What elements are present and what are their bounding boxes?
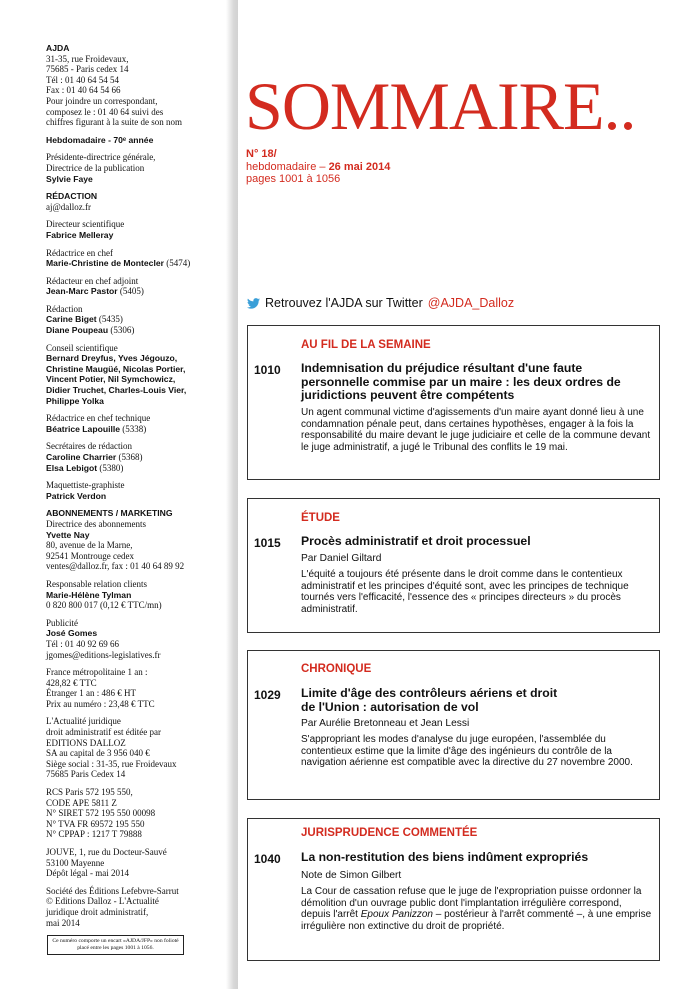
insert-note: Ce numéro comporte un encart «AJDA/JFP» non folioté placé entre les pages 1001 à 1056.	[47, 935, 184, 955]
president-block	[46, 152, 226, 184]
person-name: Béatrice Lapouille	[46, 423, 121, 434]
article-byline: Par Daniel Giltard	[301, 553, 382, 564]
price-line: Étranger 1 an : 486 € HT	[46, 688, 136, 699]
page-number: 1015	[254, 536, 281, 550]
copyright-line: juridique droit administratif,	[46, 906, 149, 917]
masthead-address-block	[46, 43, 226, 128]
toc-entry	[247, 325, 660, 480]
person-name: Marie-Hélène Tylman	[46, 589, 132, 600]
person-name: Caroline Charrier	[46, 452, 117, 462]
twitter-text: Retrouvez l'AJDA sur Twitter	[265, 296, 423, 310]
twitter-handle-link[interactable]: @AJDA_Dalloz	[427, 296, 515, 310]
person-name: Carine Biget	[46, 314, 97, 325]
summary-text: – postérieur à l'arrêt commenté –, à une emprise irrégulière non extinctive du droit de propriété.	[301, 909, 652, 932]
role-label: Rédaction	[46, 303, 83, 314]
extension: (5405)	[117, 286, 144, 297]
article-summary: S'appropriant les modes d'analyse du juge européen, l'assemblée du contentieux estime que la limite d'âge des ingénieurs du contrôle de la navigation aérienne est compatible avec la directive du 27 novembre 2000.	[301, 734, 633, 769]
printer-block	[46, 847, 226, 879]
address-line: 80, avenue de la Marne,	[46, 540, 133, 551]
address-line: composez le : 01 40 64 suivi des	[46, 106, 164, 117]
issue-info	[246, 148, 390, 186]
page-title: SOMMAIRE..	[245, 68, 636, 144]
role-label: Présidente-directrice générale,	[46, 152, 156, 163]
person-name: Patrick Verdon	[46, 490, 107, 501]
prices-block	[46, 667, 226, 709]
person-name: Jean-Marc Pastor	[46, 286, 118, 297]
person-name: Elsa Lebigot	[46, 462, 98, 473]
phone-line: 0 820 800 017 (0,12 € TTC/mn)	[46, 600, 162, 611]
printer-line: Dépôt légal - mai 2014	[46, 868, 129, 879]
extension: (5435)	[96, 314, 123, 325]
section-category: AU FIL DE LA SEMAINE	[301, 339, 431, 351]
registry-line: N° SIRET 572 195 550 00098	[46, 808, 156, 819]
section-heading: RÉDACTION	[46, 191, 98, 202]
extension: (5306)	[108, 325, 135, 336]
fax-line: Fax : 01 40 64 54 66	[46, 85, 121, 96]
twitter-bird-icon	[247, 298, 260, 309]
article-summary: Un agent communal victime d'agissements d'un maire ayant donné lieu à une condamnation pénale peut, dans certaines hypothèses, engager à la fois la responsabilité du maire devant le juge judiciaire et celle de la commune devant le juge administratif, a jugé le Tribunal des conflits le 19 mai.	[301, 407, 651, 453]
price-line: Prix au numéro : 23,48 € TTC	[46, 698, 155, 709]
toc-entry	[247, 498, 660, 633]
article-byline: Par Aurélie Bretonneau et Jean Lessi	[301, 718, 470, 729]
extension: (5380)	[97, 462, 124, 473]
staff-block	[46, 618, 226, 660]
phone-line: Tél : 01 40 92 69 66	[46, 638, 119, 649]
publisher-line: L'Actualité juridique	[46, 716, 121, 727]
section-heading: ABONNEMENTS / MARKETING	[46, 508, 173, 519]
issue-pages: pages 1001 à 1056	[246, 173, 341, 185]
registry-line: N° TVA FR 69572 195 550	[46, 818, 145, 829]
article-title-link[interactable]: Limite d'âge des contrôleurs aériens et droit de l'Union : autorisation de vol	[301, 686, 558, 714]
copyright-line: mai 2014	[46, 917, 80, 928]
subscriptions-block	[46, 508, 226, 572]
role-label: Directeur scientifique	[46, 219, 125, 230]
address-line: 75685 - Paris cedex 14	[46, 64, 129, 75]
publisher-block	[46, 716, 226, 780]
role-label: Maquettiste-graphiste	[46, 480, 125, 491]
email: aj@dalloz.fr	[46, 201, 92, 212]
copyright-line: Société des Éditions Lefebvre-Sarrut	[46, 885, 179, 896]
page-number: 1040	[254, 852, 281, 866]
page-number: 1010	[254, 363, 281, 377]
registry-line: RCS Paris 572 195 550,	[46, 787, 133, 798]
extension: (5338)	[120, 423, 147, 434]
publisher-line: Siège social : 31-35, rue Froidevaux	[46, 758, 177, 769]
redaction-block	[46, 191, 226, 212]
person-name: Philippe Yolka	[46, 395, 104, 406]
staff-block	[46, 304, 226, 336]
copyright-line: © Editions Dalloz - L'Actualité	[46, 896, 159, 907]
address-line: Pour joindre un correspondant,	[46, 95, 158, 106]
address-line: 92541 Montrouge cedex	[46, 550, 134, 561]
section-category: CHRONIQUE	[301, 663, 372, 675]
address-line: 31-35, rue Froidevaux,	[46, 53, 129, 64]
printer-line: JOUVE, 1, rue du Docteur-Sauvé	[46, 847, 167, 857]
role-label: Responsable relation clients	[46, 578, 147, 589]
article-summary: L'équité a toujours été présente dans le droit comme dans le contentieux administratif et les principes d'équité sont, avec les principes de technique tournés vers l'efficacité, l'essence des « principes directeurs » du procès administratif.	[301, 569, 629, 615]
toc-entry	[247, 650, 660, 800]
article-title-link[interactable]: Procès administratif et droit processuel	[301, 534, 531, 548]
email: jgomes@editions-legislatives.fr	[46, 649, 161, 660]
person-name: Sylvie Faye	[46, 173, 93, 184]
printer-line: 53100 Mayenne	[46, 857, 105, 868]
article-title-link[interactable]: La non-restitution des biens indûment expropriés	[301, 850, 589, 864]
staff-block	[46, 248, 226, 269]
registry-block	[46, 787, 226, 840]
role-label: Rédacteur en chef adjoint	[46, 275, 139, 286]
masthead-column	[0, 0, 232, 989]
staff-block	[46, 276, 226, 297]
publisher-line: EDITIONS DALLOZ	[46, 737, 126, 748]
masthead	[46, 43, 226, 935]
case-name: Epoux Panizzon	[360, 909, 433, 921]
toc-entry	[247, 818, 660, 961]
copyright-block	[46, 886, 226, 928]
issue-date-prefix: hebdomadaire –	[246, 160, 329, 173]
phone-line: Tél : 01 40 64 54 54	[46, 74, 119, 85]
frequency: Hebdomadaire - 70ᵉ année	[46, 134, 154, 145]
registry-line: CODE APE 5811 Z	[46, 797, 117, 808]
publisher-line: 75685 Paris Cedex 14	[46, 769, 126, 780]
staff-block	[46, 219, 226, 240]
registry-line: N° CPPAP : 1217 T 79888	[46, 829, 142, 840]
twitter-promo	[247, 296, 514, 310]
person-name: José Gomes	[46, 628, 98, 639]
article-title-link[interactable]: Indemnisation du préjudice résultant d'une faute personnelle commise par un maire : les deux ordres de juridictions peuvent être compétents	[301, 361, 621, 403]
summary-text: La Cour de cassation refuse que le juge de l'expropriation puisse ordonner la démolition d'un ouvrage public dont l'implantation irrégulière correspond, depuis l'arrêt	[301, 886, 642, 921]
role-label: Rédactrice en chef	[46, 247, 113, 258]
person-name: Bernard Dreyfus, Yves Jégouzo,	[46, 353, 178, 364]
contact-line: ventes@dalloz.fr, fax : 01 40 64 89 92	[46, 561, 185, 572]
role-label: Directrice des abonnements	[46, 518, 146, 529]
person-name: Christine Maugüé, Nicolas Portier,	[46, 363, 186, 374]
role-label: Rédactrice en chef technique	[46, 413, 151, 424]
person-name: Vincent Potier, Nil Symchowicz,	[46, 374, 176, 385]
masthead-name: AJDA	[46, 43, 70, 53]
staff-block	[46, 441, 226, 473]
staff-block	[46, 579, 226, 611]
address-line: chiffres figurant à la suite de son nom	[46, 117, 183, 128]
staff-block	[46, 413, 226, 434]
extension: (5474)	[163, 258, 191, 269]
staff-block	[46, 480, 226, 501]
price-line: 428,82 € TTC	[46, 677, 97, 688]
person-name: Diane Poupeau	[46, 325, 109, 336]
section-category: JURISPRUDENCE COMMENTÉE	[301, 827, 478, 839]
person-name: Yvette Nay	[46, 529, 90, 540]
person-name: Fabrice Melleray	[46, 229, 114, 240]
role-label: Secrétaires de rédaction	[46, 441, 132, 452]
role-label: Publicité	[46, 617, 78, 628]
issue-date: 26 mai 2014	[328, 160, 391, 173]
publisher-line: droit administratif est éditée par	[46, 727, 161, 738]
article-summary	[301, 886, 653, 932]
price-line: France métropolitaine 1 an :	[46, 667, 148, 678]
issue-number: N° 18/	[246, 148, 277, 160]
person-name: Marie-Christine de Montecler	[46, 258, 164, 269]
page-number: 1029	[254, 688, 281, 702]
section-category: ÉTUDE	[301, 512, 340, 524]
staff-block	[46, 343, 226, 407]
extension: (5368)	[116, 452, 143, 462]
article-byline: Note de Simon Gilbert	[301, 870, 402, 881]
publisher-line: SA au capital de 3 956 040 €	[46, 748, 150, 759]
role-label: Directrice de la publication	[46, 162, 145, 173]
person-name: Didier Truchet, Charles-Louis Vier,	[46, 385, 187, 396]
role-label: Conseil scientifique	[46, 342, 118, 353]
